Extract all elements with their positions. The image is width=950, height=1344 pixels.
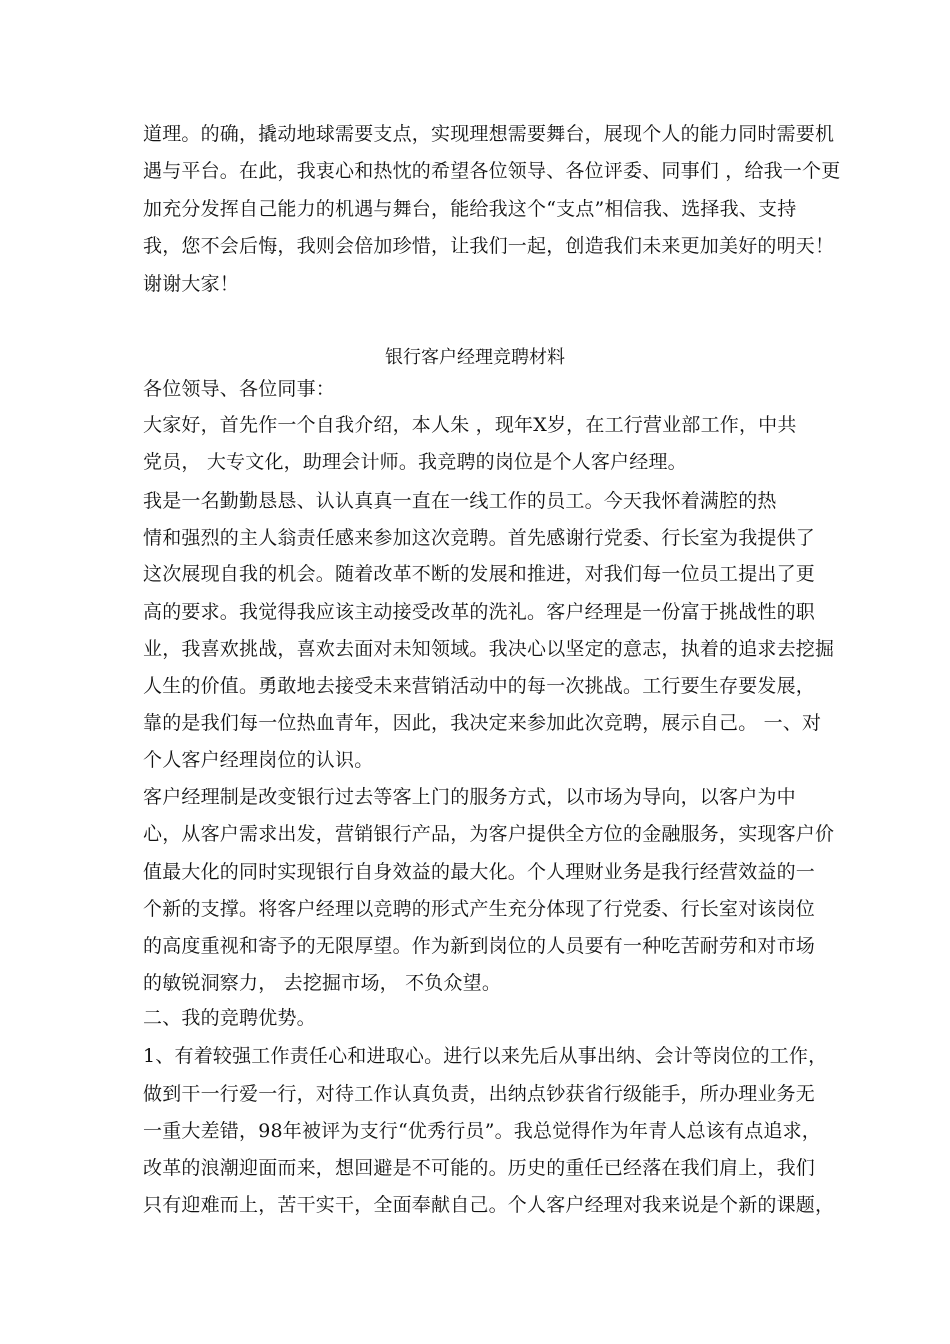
- body-line: 情和强烈的主人翁责任感来参加这次竞聘。首先感谢行党委、行长室为我提供了: [143, 527, 816, 549]
- body-line: 的敏锐洞察力， 去挖掘市场， 不负众望。: [143, 972, 502, 994]
- body-line: 的高度重视和寄予的无限厚望。作为新到岗位的人员要有一种吃苦耐劳和对市场: [143, 935, 816, 957]
- intro-line: 谢谢大家！: [143, 273, 240, 295]
- intro-line: 加充分发挥自己能力的机遇与舞台，能给我这个“支点”相信我、选择我、支持: [143, 198, 797, 220]
- body-line: 我是一名勤勤恳恳、认认真真一直在一线工作的员工。今天我怀着满腔的热: [143, 490, 777, 512]
- body-line: 值最大化的同时实现银行自身效益的最大化。个人理财业务是我行经营效益的一: [143, 861, 816, 883]
- body-line: 只有迎难而上，苦干实干，全面奉献自己。个人客户经理对我来说是个新的课题，: [143, 1194, 835, 1216]
- body-line: 各位领导、各位同事：: [143, 378, 336, 400]
- body-line: 人生的价值。勇敢地去接受未来营销活动中的每一次挑战。工行要生存要发展，: [143, 675, 816, 697]
- body-line: 一重大差错，98年被评为支行“优秀行员”。我总觉得作为年青人总该有点追求，: [143, 1120, 822, 1142]
- body-line: 这次展现自我的机会。随着改革不断的发展和推进，对我们每一位员工提出了更: [143, 563, 816, 585]
- body-line: 靠的是我们每一位热血青年，因此，我决定来参加此次竞聘，展示自己。 一、对: [143, 712, 822, 734]
- body-line: 大家好，首先作一个自我介绍，本人朱 ，现年X岁，在工行营业部工作，中共: [143, 414, 797, 436]
- body-line: 业，我喜欢挑战，喜欢去面对未知领域。我决心以坚定的意志，执着的追求去挖掘: [143, 638, 835, 660]
- body-line: 个人客户经理岗位的认识。: [143, 749, 374, 771]
- body-line: 做到干一行爱一行，对待工作认真负责，出纳点钞获省行级能手，所办理业务无: [143, 1083, 816, 1105]
- body-line: 1、有着较强工作责任心和进取心。进行以来先后从事出纳、会计等岗位的工作，: [143, 1045, 828, 1067]
- section-heading: 二、我的竞聘优势。: [143, 1007, 316, 1029]
- intro-line: 道理。的确，撬动地球需要支点，实现理想需要舞台，展现个人的能力同时需要机: [143, 123, 835, 145]
- body-line: 党员， 大专文化，助理会计师。我竞聘的岗位是个人客户经理。: [143, 451, 687, 473]
- intro-line: 我，您不会后悔，我则会倍加珍惜，让我们一起，创造我们未来更加美好的明天！: [143, 235, 835, 257]
- body-line: 高的要求。我觉得我应该主动接受改革的洗礼。客户经理是一份富于挑战性的职: [143, 601, 816, 623]
- body-line: 改革的浪潮迎面而来，想回避是不可能的。历史的重任已经落在我们肩上，我们: [143, 1157, 816, 1179]
- body-line: 心，从客户需求出发，营销银行产品，为客户提供全方位的金融服务，实现客户价: [143, 823, 835, 845]
- intro-line: 遇与平台。在此，我衷心和热忱的希望各位领导、各位评委、同事们 ，给我一个更: [143, 160, 841, 182]
- document-title: 银行客户经理竞聘材料: [385, 347, 565, 368]
- body-line: 个新的支撑。将客户经理以竞聘的形式产生充分体现了行党委、行长室对该岗位: [143, 898, 816, 920]
- body-line: 客户经理制是改变银行过去等客上门的服务方式，以市场为导向，以客户为中: [143, 786, 796, 808]
